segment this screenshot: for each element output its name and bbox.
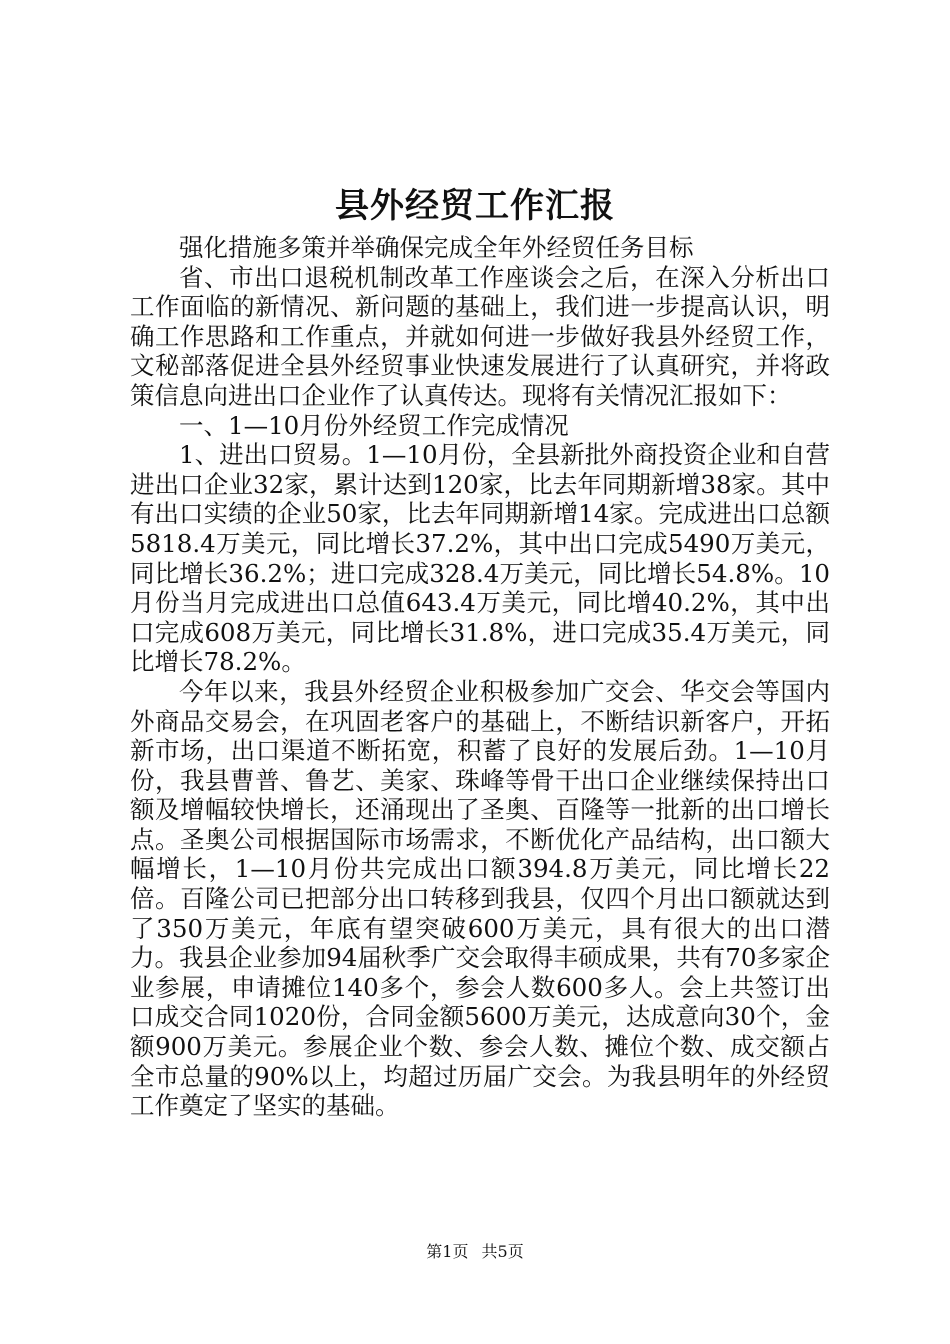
document-title: 县外经贸工作汇报 (335, 186, 615, 226)
document-body (130, 233, 830, 1121)
body-paragraph: 今年以来，我县外经贸企业积极参加广交会、华交会等国内外商品交易会，在巩固老客户的基础上，不断结识新客户，开拓新市场，出口渠道不断拓宽，积蓄了良好的发展后劲。1—10月份，我县曹普、鲁艺、美家、珠峰等骨干出口企业继续保持出口额及增幅较快增长，还涌现出了圣奥、百隆等一批新的出口增长点。圣奥公司根据国际市场需求，不断优化产品结构，出口额大幅增长，1—10月份共完成出口额394.8万美元，同比增长22倍。百隆公司已把部分出口转移到我县，仅四个月出口额就达到了350万美元，年底有望突破600万美元，具有很大的出口潜力。我县企业参加94届秋季广交会取得丰硕成果，共有70多家企业参展，申请摊位140多个，参会人数600多人。会上共签订出口成交合同1020份，合同金额5600万美元，达成意向30个，金额900万美元。参展企业个数、参会人数、摊位个数、成交额占全市总量的90%以上，均超过历届广交会。为我县明年的外经贸工作奠定了坚实的基础。 (130, 676, 830, 1121)
subtitle-paragraph: 强化措施多策并举确保完成全年外经贸任务目标 (179, 233, 694, 262)
body-paragraph: 1、进出口贸易。1—10月份，全县新批外商投资企业和自营进出口企业32家，累计达到120家，比去年同期新增38家。其中有出口实绩的企业50家，比去年同期新增14家。完成进出口总额5818.4万美元，同比增长37.2%，其中出口完成5490万美元，同比增长36.2%；进口完成328.4万美元，同比增长54.8%。10月份当月完成进出口总值643.4万美元，同比增40.2%，其中出口完成608万美元，同比增长31.8%，进口完成35.4万美元，同比增长78.2%。 (130, 440, 830, 677)
page-number: 第1页 (426, 1242, 469, 1261)
body-paragraph: 省、市出口退税机制改革工作座谈会之后，在深入分析出口工作面临的新情况、新问题的基础上，我们进一步提高认识，明确工作思路和工作重点，并就如何进一步做好我县外经贸工作，文秘部落促进全县外经贸事业快速发展进行了认真研究，并将政策信息向进出口企业作了认真传达。现将有关情况汇报如下： (130, 262, 830, 410)
page-footer (0, 1240, 950, 1264)
page-total: 共5页 (481, 1242, 524, 1261)
section-heading: 一、1—10月份外经贸工作完成情况 (179, 410, 569, 440)
